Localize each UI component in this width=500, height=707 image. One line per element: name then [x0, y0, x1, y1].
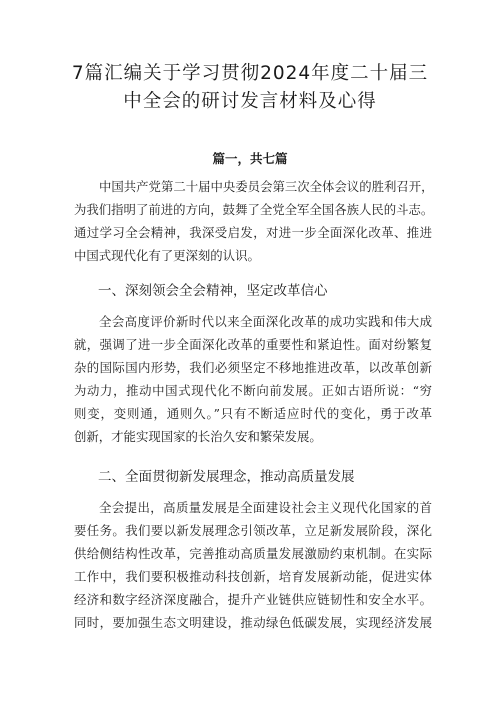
document-title-line-2: 中全会的研讨发言材料及心得 — [123, 91, 377, 112]
paragraph-line: 创新，才能实现国家的长治久安和繁荣发展。 — [74, 429, 322, 444]
paragraph-line: 全会提出，高质量发展是全面建设社会主义现代化国家的首 — [99, 500, 432, 515]
document-title-line-1: 7篇汇编关于学习贯彻2024年度二十届三 — [71, 63, 429, 84]
paragraph-line: 就，强调了进一步全面深化改革的重要性和紧迫性。面对纷繁复 — [74, 337, 432, 352]
paragraph-line: 供给侧结构性改革，完善推动高质量发展激励约束机制。在实际 — [74, 546, 432, 561]
paragraph-line: 中国式现代化有了更深刻的认识。 — [74, 248, 260, 263]
paragraph-line: 同时，要加强生态文明建设，推动绿色低碳发展，实现经济发展 — [74, 615, 432, 630]
document-subtitle: 篇一，共七篇 — [212, 151, 288, 166]
paragraph-line: 中国共产党第二十届中央委员会第三次全体会议的胜利召开， — [99, 179, 434, 194]
paragraph-line: 工作中，我们要积极推动科技创新，培育发展新动能，促进实体 — [74, 569, 432, 584]
intro-paragraph — [74, 175, 432, 267]
section-1-paragraph — [74, 310, 432, 448]
paragraph-line: 杂的国际国内形势，我们必须坚定不移地推进改革，以改革创新 — [74, 360, 432, 375]
paragraph-line: 则变，变则通，通则久。”只有不断适应时代的变化，勇于改革 — [74, 406, 432, 421]
paragraph-line: 经济和数字经济深度融合，提升产业链供应链韧性和安全水平。 — [74, 592, 432, 607]
paragraph-line: 通过学习全会精神，我深受启发，对进一步全面深化改革、推进 — [74, 225, 432, 240]
paragraph-line: 为动力，推动中国式现代化不断向前发展。正如古语所说：“穷 — [74, 383, 432, 398]
paragraph-line: 要任务。我们要以新发展理念引领改革，立足新发展阶段，深化 — [74, 523, 432, 538]
section-2-paragraph — [74, 496, 432, 634]
paragraph-line: 为我们指明了前进的方向，鼓舞了全党全军全国各族人民的斗志。 — [74, 202, 434, 217]
section-heading-1: 一、深刻领会全会精神，坚定改革信心 — [98, 283, 328, 299]
paragraph-line: 全会高度评价新时代以来全面深化改革的成功实践和伟大成 — [99, 314, 432, 329]
section-heading-2: 二、全面贯彻新发展理念，推动高质量发展 — [98, 469, 355, 485]
